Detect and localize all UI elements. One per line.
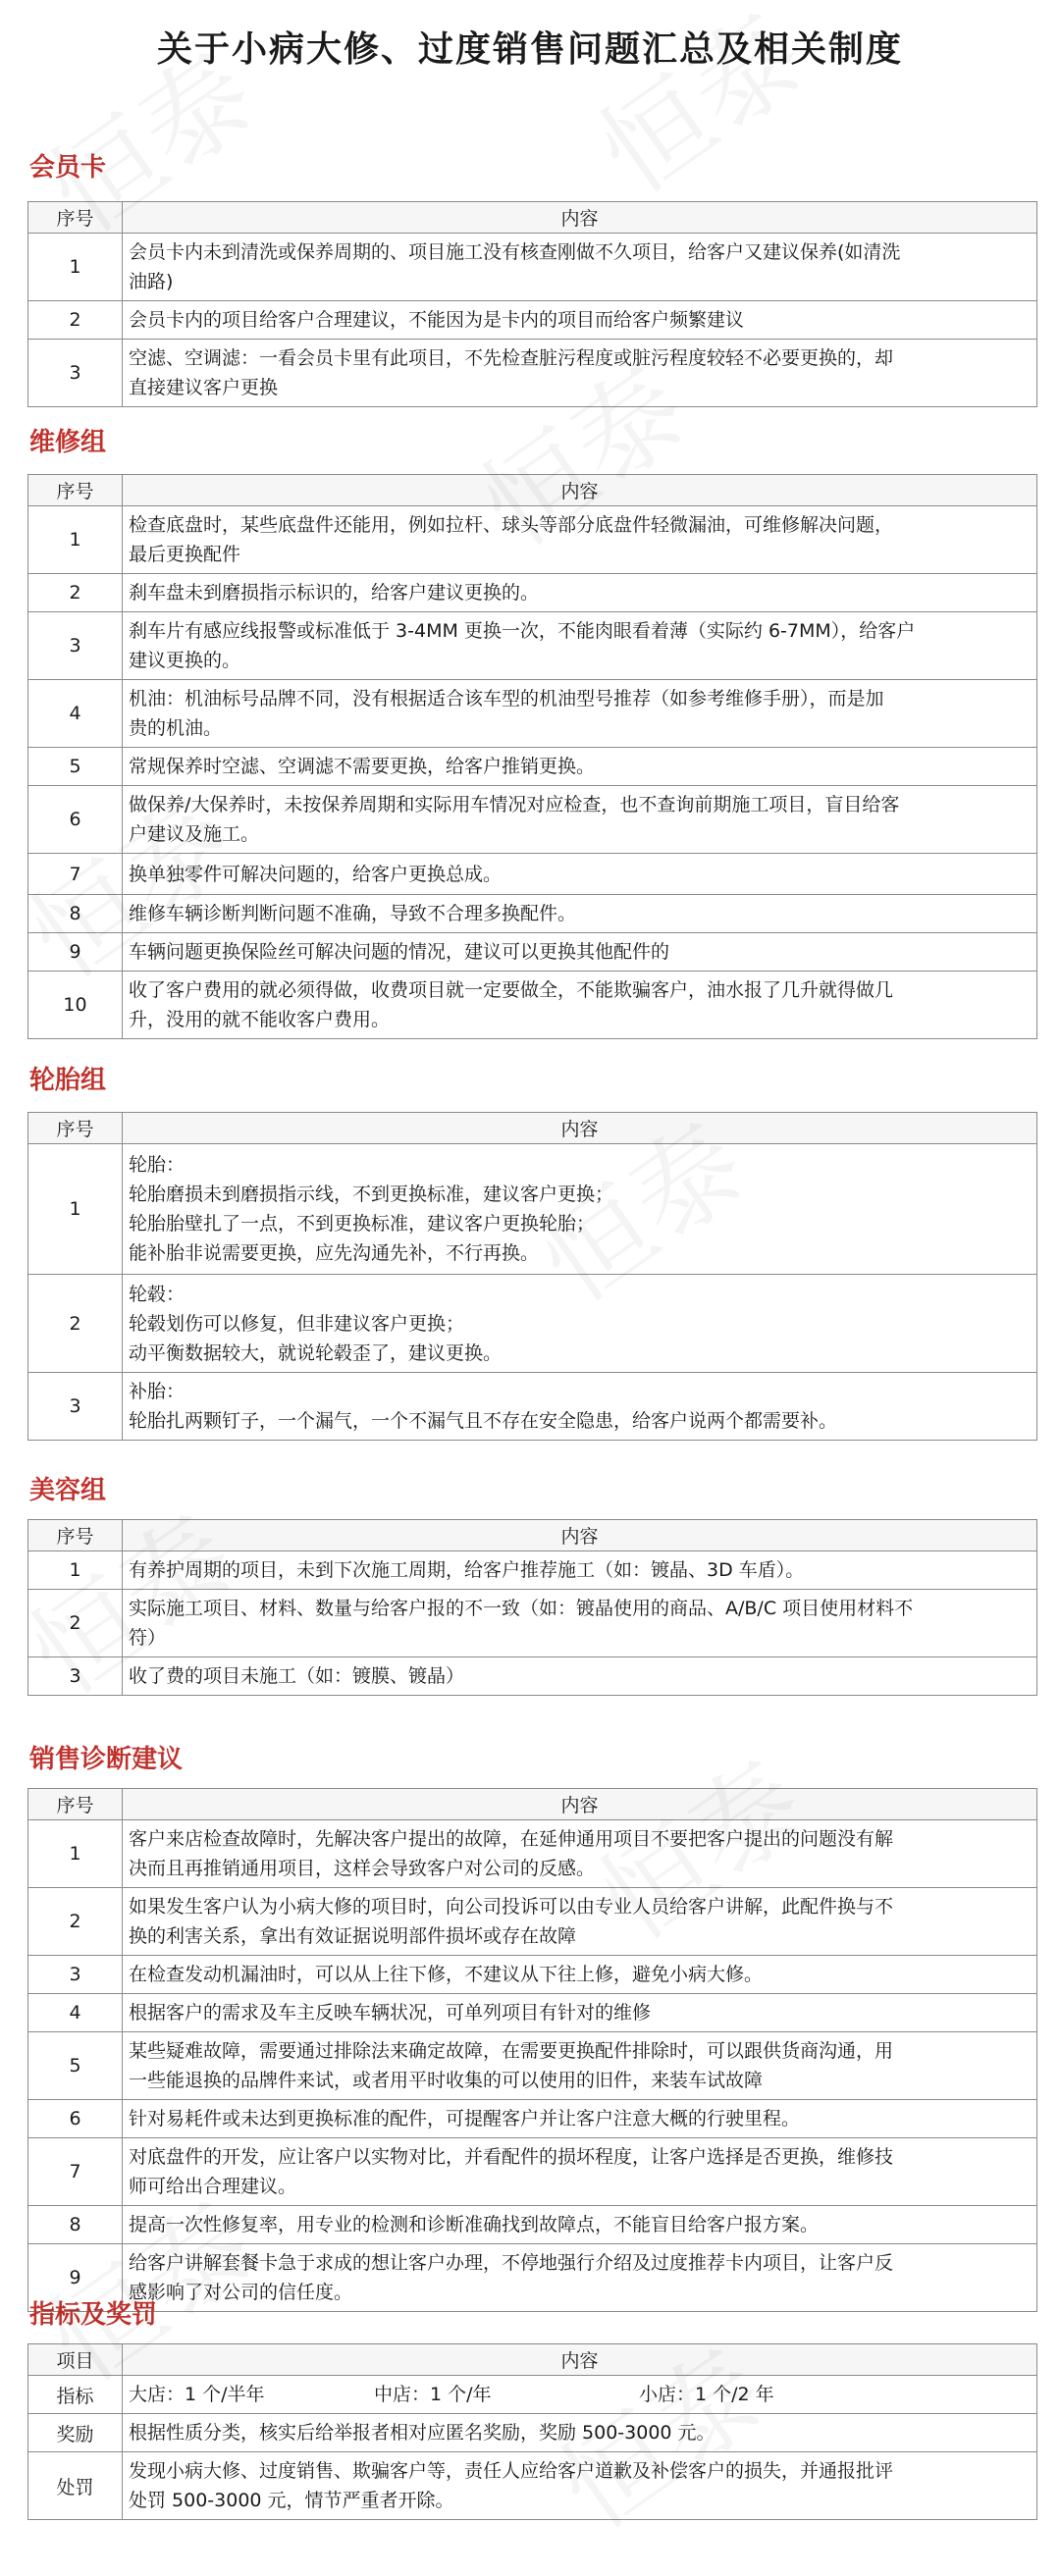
row-number: 1	[28, 1551, 123, 1590]
content-line: 轮胎：	[129, 1154, 186, 1176]
table-row	[28, 340, 1037, 407]
header-no: 序号	[28, 202, 123, 234]
row-label-penalty: 处罚	[28, 2452, 123, 2520]
header-content: 内容	[123, 202, 1037, 234]
row-number: 5	[28, 748, 123, 786]
content-line: 油路)	[129, 271, 174, 292]
row-content	[123, 340, 1037, 407]
content-line: 对底盘件的开发，应让客户以实物对比，并看配件的损坏程度，让客户选择是否更换，维修技	[129, 2146, 894, 2168]
kpi-large-store: 大店：1 个/半年	[129, 2384, 265, 2405]
table-sales-diagnosis	[27, 1788, 1037, 2312]
row-content	[123, 933, 1037, 972]
row-number: 2	[28, 301, 123, 340]
content-line: 维修车辆诊断判断问题不准确，导致不合理多换配件。	[129, 903, 577, 924]
header-item: 项目	[28, 2344, 123, 2376]
content-line: 师可给出合理建议。	[129, 2176, 297, 2197]
header-content: 内容	[123, 2344, 1037, 2376]
content-line: 直接建议客户更换	[129, 377, 279, 398]
kpi-values	[129, 2380, 1031, 2409]
table-row	[28, 1144, 1037, 1275]
table-row	[28, 786, 1037, 854]
table-row	[28, 1551, 1037, 1590]
header-no: 序号	[28, 1520, 123, 1551]
content-line: 有养护周期的项目，未到下次施工周期，给客户推荐施工（如：镀晶、3D 车盾）。	[129, 1559, 805, 1581]
row-content	[123, 301, 1037, 340]
content-line: 贵的机油。	[129, 717, 223, 739]
table-beauty	[27, 1519, 1037, 1696]
header-content: 内容	[123, 475, 1037, 506]
content-line: 针对易耗件或未达到更换标准的配件，可提醒客户并让客户注意大概的行驶里程。	[129, 2108, 801, 2129]
table-header-row	[28, 475, 1037, 506]
row-number: 6	[28, 786, 123, 854]
content-line: 根据客户的需求及车主反映车辆状况，可单列项目有针对的维修	[129, 2002, 652, 2024]
row-content	[123, 1590, 1037, 1657]
table-row	[28, 574, 1037, 612]
row-content	[123, 1144, 1037, 1275]
table-row	[28, 2414, 1037, 2452]
table-row	[28, 234, 1037, 301]
row-content	[123, 854, 1037, 895]
row-content	[123, 234, 1037, 301]
row-content	[123, 2206, 1037, 2244]
table-membership	[27, 201, 1037, 407]
content-line: 检查底盘时，某些底盘件还能用，例如拉杆、球头等部分底盘件轻微漏油，可维修解决问题，	[129, 514, 894, 536]
section-title-tire: 轮胎组	[29, 1066, 107, 1095]
row-content	[123, 1820, 1037, 1888]
table-row	[28, 748, 1037, 786]
table-row	[28, 2452, 1037, 2520]
content-line: 处罚 500-3000 元，情节严重者开除。	[129, 2490, 454, 2511]
row-number: 8	[28, 895, 123, 933]
content-line: 会员卡内的项目给客户合理建议，不能因为是卡内的项目而给客户频繁建议	[129, 309, 745, 331]
row-content	[123, 506, 1037, 574]
row-number: 4	[28, 1994, 123, 2032]
table-row	[28, 1373, 1037, 1441]
row-number: 5	[28, 2032, 123, 2100]
content-line: 做保养/大保养时，未按保养周期和实际用车情况对应检查，也不查询前期施工项目，盲目给客	[129, 794, 900, 815]
table-tire	[27, 1112, 1037, 1441]
table-row	[28, 933, 1037, 972]
row-content	[123, 1551, 1037, 1590]
content-line: 轮胎磨损未到磨损指示线，不到更换标准，建议客户更换；	[129, 1183, 614, 1205]
kpi-small-store: 小店：1 个/2 年	[639, 2384, 774, 2405]
table-kpi-rewards	[27, 2343, 1037, 2520]
row-number: 8	[28, 2206, 123, 2244]
table-row	[28, 301, 1037, 340]
content-line: 符）	[129, 1627, 167, 1649]
table-row	[28, 895, 1037, 933]
content-line: 在检查发动机漏油时，可以从上往下修，不建议从下往上修，避免小病大修。	[129, 1964, 764, 1985]
content-line: 感影响了对公司的信任度。	[129, 2282, 353, 2303]
row-number: 4	[28, 680, 123, 748]
row-number: 1	[28, 1820, 123, 1888]
row-content	[123, 612, 1037, 680]
row-content	[123, 1994, 1037, 2032]
row-content	[123, 2100, 1037, 2138]
table-row	[28, 2376, 1037, 2414]
table-repair	[27, 474, 1037, 1039]
content-line: 如果发生客户认为小病大修的项目时，向公司投诉可以由专业人员给客户讲解，此配件换与不	[129, 1896, 894, 1918]
table-header-row	[28, 1113, 1037, 1144]
content-line: 动平衡数据较大，就说轮毂歪了，建议更换。	[129, 1341, 503, 1364]
content-line: 刹车片有感应线报警或标准低于 3-4MM 更换一次，不能肉眼看着薄（实际约 6-7MM），给客户	[129, 620, 916, 642]
table-header-row	[28, 202, 1037, 234]
content-line: 发现小病大修、过度销售、欺骗客户等，责任人应给客户道歉及补偿客户的损失，并通报批评	[129, 2460, 894, 2482]
table-row	[28, 2100, 1037, 2138]
content-line: 轮毂划伤可以修复，但非建议客户更换；	[129, 1312, 465, 1335]
content-line: 补胎：	[129, 1381, 186, 1402]
row-content	[123, 2376, 1037, 2414]
row-content	[123, 2138, 1037, 2206]
row-content	[123, 972, 1037, 1039]
row-content	[123, 895, 1037, 933]
header-content: 内容	[123, 1520, 1037, 1551]
row-content	[123, 1275, 1037, 1373]
content-line: 轮胎扎两颗钉子，一个漏气，一个不漏气且不存在安全隐患，给客户说两个都需要补。	[129, 1410, 838, 1432]
content-line: 刹车盘未到磨损指示标识的，给客户建议更换的。	[129, 582, 540, 604]
content-line: 根据性质分类，核实后给举报者相对应匿名奖励，奖励 500-3000 元。	[129, 2422, 716, 2444]
section-title-beauty: 美容组	[29, 1476, 107, 1505]
content-line: 给客户讲解套餐卡急于求成的想让客户办理，不停地强行介绍及过度推荐卡内项目，让客户反	[129, 2252, 894, 2274]
table-header-row	[28, 2344, 1037, 2376]
content-line: 轮胎胎壁扎了一点，不到更换标准，建议客户更换轮胎；	[129, 1213, 596, 1235]
table-row	[28, 2032, 1037, 2100]
row-number: 2	[28, 1275, 123, 1373]
content-line: 实际施工项目、材料、数量与给客户报的不一致（如：镀晶使用的商品、A/B/C 项目使用材料不	[129, 1598, 914, 1619]
row-content	[123, 748, 1037, 786]
content-line: 空滤、空调滤：一看会员卡里有此项目，不先检查脏污程度或脏污程度较轻不必要更换的，却	[129, 347, 894, 369]
table-row	[28, 1956, 1037, 1994]
row-number: 1	[28, 1144, 123, 1275]
row-label-kpi: 指标	[28, 2376, 123, 2414]
row-number: 7	[28, 854, 123, 895]
row-number: 1	[28, 506, 123, 574]
row-content	[123, 1373, 1037, 1441]
header-no: 序号	[28, 1789, 123, 1820]
table-row	[28, 2206, 1037, 2244]
row-number: 1	[28, 234, 123, 301]
row-number: 3	[28, 1657, 123, 1696]
content-line: 常规保养时空滤、空调滤不需要更换，给客户推销更换。	[129, 756, 596, 777]
row-number: 2	[28, 1590, 123, 1657]
header-content: 内容	[123, 1113, 1037, 1144]
content-line: 收了费的项目未施工（如：镀膜、镀晶）	[129, 1665, 465, 1687]
row-content	[123, 1888, 1037, 1956]
row-number: 10	[28, 972, 123, 1039]
content-line: 收了客户费用的就必须得做，收费项目就一定要做全，不能欺骗客户，油水报了几升就得做几	[129, 979, 894, 1001]
row-number: 9	[28, 933, 123, 972]
table-row	[28, 1657, 1037, 1696]
content-line: 决而且再推销通用项目，这样会导致客户对公司的反感。	[129, 1858, 596, 1879]
row-content	[123, 2414, 1037, 2452]
section-title-repair: 维修组	[29, 428, 107, 457]
section-title-membership: 会员卡	[29, 153, 107, 183]
row-number: 3	[28, 612, 123, 680]
row-content	[123, 2452, 1037, 2520]
table-row	[28, 1590, 1037, 1657]
table-row	[28, 612, 1037, 680]
content-line: 换的利害关系，拿出有效证据说明部件损坏或存在故障	[129, 1925, 577, 1947]
table-row	[28, 680, 1037, 748]
table-row	[28, 1275, 1037, 1373]
table-row	[28, 1994, 1037, 2032]
content-line: 一些能退换的品牌件来试，或者用平时收集的可以使用的旧件，来装车试故障	[129, 2070, 764, 2091]
content-line: 建议更换的。	[129, 650, 241, 671]
row-number: 6	[28, 2100, 123, 2138]
content-line: 换单独零件可解决问题的，给客户更换总成。	[129, 863, 503, 885]
table-row	[28, 972, 1037, 1039]
table-row	[28, 1888, 1037, 1956]
header-no: 序号	[28, 475, 123, 506]
content-line: 能补胎非说需要更换，应先沟通先补，不行再换。	[129, 1242, 540, 1264]
page-title: 关于小病大修、过度销售问题汇总及相关制度	[156, 29, 903, 70]
row-number: 7	[28, 2138, 123, 2206]
table-row	[28, 506, 1037, 574]
row-number: 9	[28, 2244, 123, 2312]
kpi-medium-store: 中店：1 个/年	[374, 2384, 492, 2405]
content-line: 升，没用的就不能收客户费用。	[129, 1009, 391, 1030]
content-line: 机油：机油标号品牌不同，没有根据适合该车型的机油型号推荐（如参考维修手册），而是加	[129, 688, 884, 710]
content-line: 轮毂：	[129, 1283, 186, 1305]
row-number: 2	[28, 574, 123, 612]
row-content	[123, 786, 1037, 854]
content-line: 车辆问题更换保险丝可解决问题的情况，建议可以更换其他配件的	[129, 941, 670, 963]
row-number: 3	[28, 1373, 123, 1441]
content-line: 客户来店检查故障时，先解决客户提出的故障，在延伸通用项目不要把客户提出的问题没有解	[129, 1828, 894, 1850]
row-number: 3	[28, 1956, 123, 1994]
content-line: 户建议及施工。	[129, 823, 260, 845]
header-content: 内容	[123, 1789, 1037, 1820]
row-content	[123, 2032, 1037, 2100]
row-content	[123, 1956, 1037, 1994]
row-content	[123, 680, 1037, 748]
row-number: 2	[28, 1888, 123, 1956]
row-content	[123, 2244, 1037, 2312]
header-no: 序号	[28, 1113, 123, 1144]
table-header-row	[28, 1520, 1037, 1551]
table-row	[28, 854, 1037, 895]
row-label-reward: 奖励	[28, 2414, 123, 2452]
section-title-sales-diagnosis: 销售诊断建议	[29, 1745, 184, 1774]
content-line: 提高一次性修复率，用专业的检测和诊断准确找到故障点，不能盲目给客户报方案。	[129, 2214, 820, 2235]
table-row	[28, 2244, 1037, 2312]
row-content	[123, 574, 1037, 612]
row-number: 3	[28, 340, 123, 407]
table-row	[28, 1820, 1037, 1888]
table-row	[28, 2138, 1037, 2206]
content-line: 会员卡内未到清洗或保养周期的、项目施工没有核查刚做不久项目，给客户又建议保养(如清洗	[129, 241, 901, 263]
section-title-kpi-rewards: 指标及奖罚	[29, 2300, 158, 2330]
row-content	[123, 1657, 1037, 1696]
content-line: 某些疑难故障，需要通过排除法来确定故障，在需要更换配件排除时，可以跟供货商沟通，用	[129, 2040, 894, 2062]
table-header-row	[28, 1789, 1037, 1820]
content-line: 最后更换配件	[129, 544, 241, 565]
